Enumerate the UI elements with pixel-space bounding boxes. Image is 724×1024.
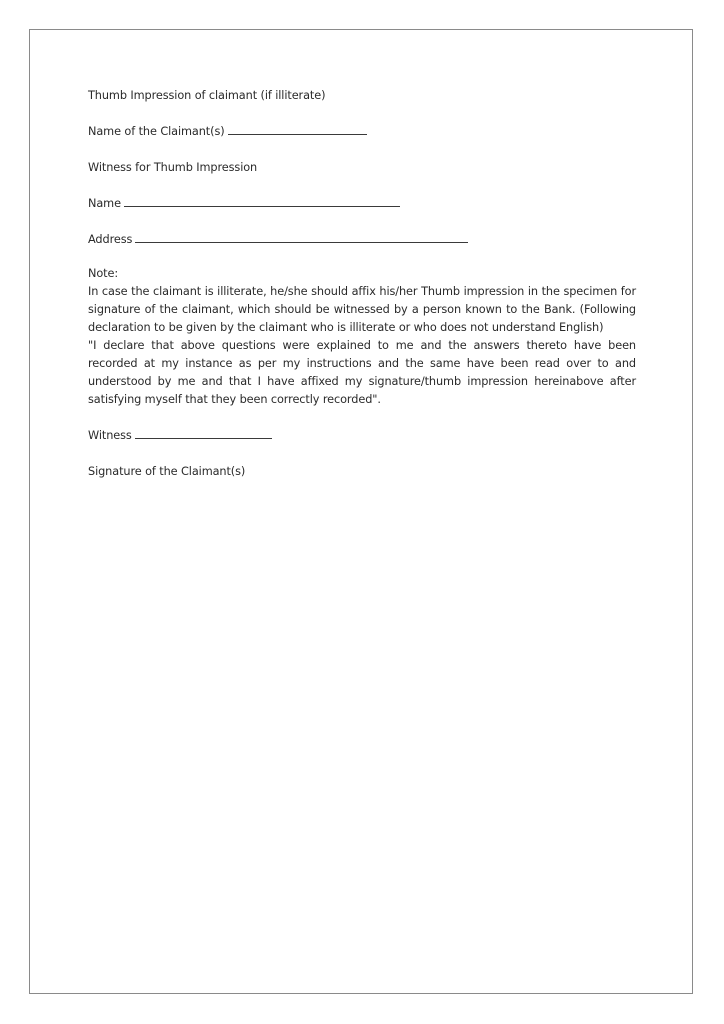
claimant-name-row bbox=[88, 123, 636, 141]
witness-signature-row bbox=[88, 427, 636, 445]
claimant-name-blank[interactable] bbox=[228, 123, 367, 135]
witness-signature-blank[interactable] bbox=[135, 427, 272, 439]
witness-name-label: Name bbox=[88, 197, 121, 210]
witness-address-blank[interactable] bbox=[135, 231, 468, 243]
claimant-name-label: Name of the Claimant(s) bbox=[88, 125, 225, 138]
thumb-impression-label: Thumb Impression of claimant (if illiterate) bbox=[88, 89, 326, 102]
declaration-paragraph: "I declare that above questions were explained to me and the answers thereto have been recorded at my instance as per my instructions and the same have been read over to and understood by me and that I have affixed my signature/thumb impression hereinabove after satisfying myself that they been correctly recorded". bbox=[88, 339, 636, 406]
witness-name-row bbox=[88, 195, 636, 213]
form-content bbox=[88, 87, 636, 481]
witness-label: Witness bbox=[88, 429, 132, 442]
note-paragraph: In case the claimant is illiterate, he/she should affix his/her Thumb impression in the specimen for signature of the claimant, which should be witnessed by a person known to the Bank. (Following declaration to be given by the claimant who is illiterate or who does not understand English) bbox=[88, 285, 636, 334]
witness-address-row bbox=[88, 231, 636, 249]
claimant-signature-label: Signature of the Claimant(s) bbox=[88, 465, 246, 478]
witness-heading: Witness for Thumb Impression bbox=[88, 161, 258, 174]
witness-name-blank[interactable] bbox=[124, 195, 400, 207]
witness-address-label: Address bbox=[88, 233, 133, 246]
note-heading: Note: bbox=[88, 267, 119, 280]
